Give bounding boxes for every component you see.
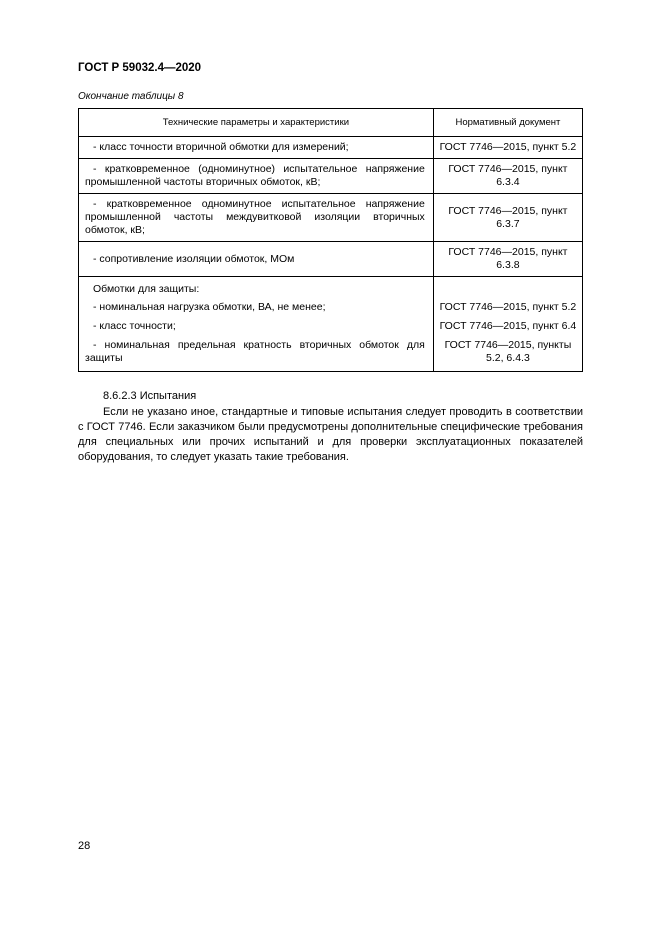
doc-cell: ГОСТ 7746—2015, пункт 6.4 bbox=[439, 320, 577, 332]
doc-cell-empty bbox=[433, 277, 582, 299]
group-title-cell: Обмотки для защиты: bbox=[79, 277, 434, 299]
document-header: ГОСТ Р 59032.4—2020 bbox=[78, 62, 202, 74]
doc-cell: ГОСТ 7746—2015, пункт 6.3.8 bbox=[433, 242, 582, 277]
table-group-title-row bbox=[79, 277, 583, 299]
page-number: 28 bbox=[78, 840, 91, 852]
param-cell: - кратковременное одноминутное испытательное напряжение промышленной частоты междувитковой изоляции вторичных обмоток, кВ; bbox=[79, 194, 434, 242]
doc-cell: ГОСТ 7746—2015, пункт 5.2 bbox=[439, 301, 577, 313]
param-cell: - кратковременное (одноминутное) испытательное напряжение промышленной частоты вторичных обмоток, кВ; bbox=[79, 159, 434, 194]
column-header-document: Нормативный документ bbox=[433, 109, 582, 137]
table-row bbox=[79, 336, 583, 372]
body-paragraph: Если не указано иное, стандартные и типовые испытания следует проводить в соответствии с ГОСТ 7746. Если заказчиком были предусмотрены дополнительные специфические требования для специальных или прочих испытаний и для проверки эксплуатационных показателей оборудования, то следует указать такие требования. bbox=[78, 406, 583, 463]
table-caption: Окончание таблицы 8 bbox=[78, 91, 184, 102]
param-cell: - номинальная предельная кратность вторичных обмоток для защиты bbox=[79, 336, 434, 372]
doc-cell: ГОСТ 7746—2015, пункт 5.2 bbox=[433, 137, 582, 159]
column-header-parameters: Технические параметры и характеристики bbox=[79, 109, 434, 137]
param-cell: - номинальная нагрузка обмотки, ВА, не менее; bbox=[79, 298, 434, 317]
table-row bbox=[79, 242, 583, 277]
param-cell: - класс точности; bbox=[79, 317, 434, 336]
table-row bbox=[79, 298, 583, 317]
table-row bbox=[79, 194, 583, 242]
param-cell: - класс точности вторичной обмотки для измерений; bbox=[79, 137, 434, 159]
table-row bbox=[79, 159, 583, 194]
clause-heading: 8.6.2.3 Испытания bbox=[103, 390, 197, 402]
doc-cell: ГОСТ 7746—2015, пункты 5.2, 6.4.3 bbox=[444, 339, 572, 364]
doc-cell: ГОСТ 7746—2015, пункт 6.3.7 bbox=[433, 194, 582, 242]
table-row bbox=[79, 317, 583, 336]
table-row bbox=[79, 137, 583, 159]
param-cell: - сопротивление изоляции обмоток, МОм bbox=[79, 242, 434, 277]
doc-cell: ГОСТ 7746—2015, пункт 6.3.4 bbox=[433, 159, 582, 194]
parameters-table bbox=[78, 108, 583, 372]
table-header-row bbox=[79, 109, 583, 137]
